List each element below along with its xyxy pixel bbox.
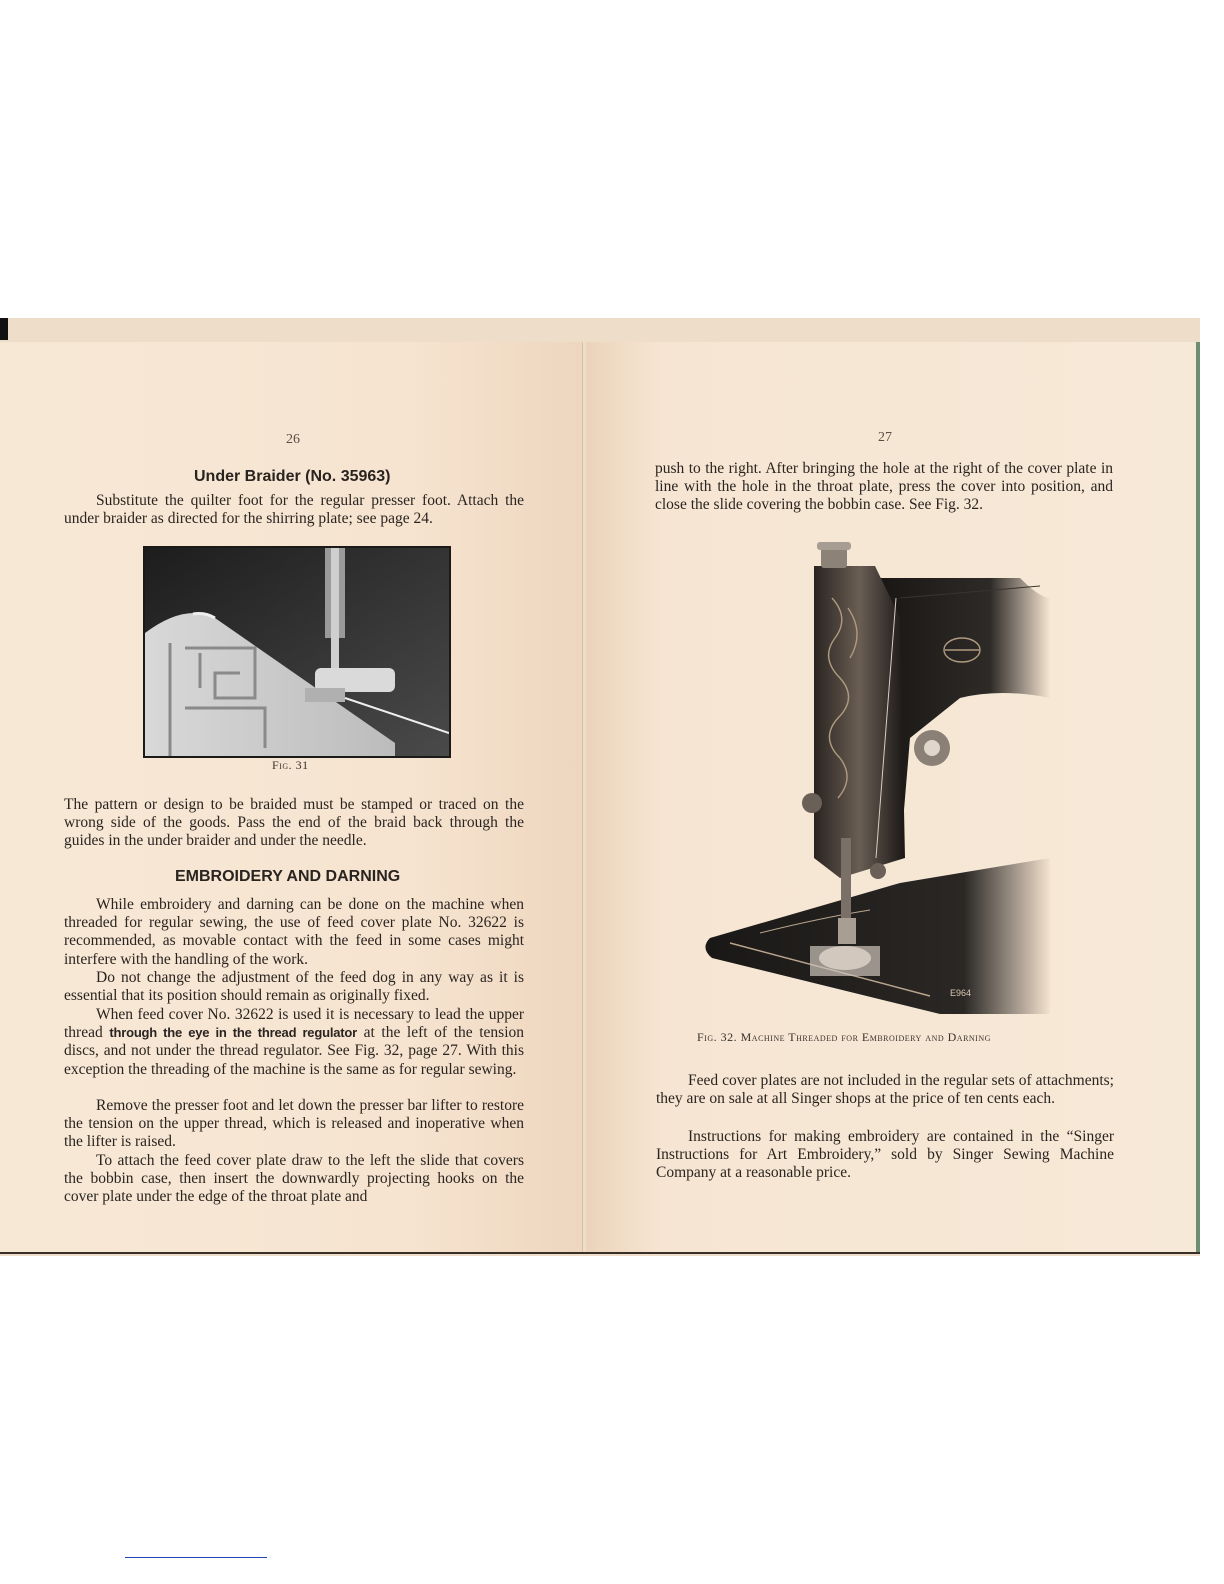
right-page xyxy=(586,342,1198,1252)
emphasis-text: through the eye in the thread regulator xyxy=(109,1025,357,1041)
paragraph: push to the right. After bringing the hole at the right of the cover plate in line with the hole in the throat plate, press the cover into position, and close the slide covering the bobbin case. See Fig. 32. xyxy=(655,460,1113,514)
paragraph: Substitute the quilter foot for the regular presser foot. Attach the under braider as directed for the shirring plate; see page 24. xyxy=(64,492,524,528)
figure-32-caption: Fig. 32. Machine Threaded for Embroidery and Darning xyxy=(697,1030,991,1044)
text-run: at the left of the tension discs, and not under the thread regulator. See Fig. 32, page 27. With this exception the threading of the machine is the same as for regular sewing. xyxy=(64,1024,525,1078)
figure-32-label: E964 xyxy=(950,988,972,998)
book-spread xyxy=(0,318,1200,1256)
binding-edge xyxy=(0,318,8,340)
paragraph: While embroidery and darning can be done on the machine when threaded for regular sewing, the use of feed cover plate No. 32622 is recommended, as movable contact with the feed in some cases might interfere with the handling of the work. xyxy=(64,896,524,968)
paragraph: The pattern or design to be braided must be stamped or traced on the wrong side of the goods. Pass the end of the braid back through the guides in the under braider and under the needle. xyxy=(64,796,524,850)
left-page xyxy=(0,342,583,1252)
paragraph: Instructions for making embroidery are contained in the “Singer Instructions for Art Embroidery,” sold by Singer Sewing Machine Company at a reasonable price. xyxy=(656,1128,1114,1182)
page-number: 27 xyxy=(878,430,892,445)
figure-32-sewing-machine xyxy=(700,538,1050,1014)
page-edge xyxy=(1196,342,1200,1252)
figure-31-caption: Fig. 31 xyxy=(272,758,309,772)
page-number: 26 xyxy=(286,432,300,447)
link-underline xyxy=(125,1557,267,1558)
text-run: When feed cover No. 32622 is used it is necessary to lead the upper thread xyxy=(64,1006,524,1042)
paragraph: Remove the presser foot and let down the presser bar lifter to restore the tension on the upper thread, which is released and inoperative when the lifter is raised. xyxy=(64,1097,524,1151)
paragraph xyxy=(64,1006,524,1079)
paragraph: Do not change the adjustment of the feed dog in any way as it is essential that its position should remain as originally fixed. xyxy=(64,969,524,1005)
under-braider-photo xyxy=(145,548,449,756)
figure-31-photo xyxy=(143,546,451,758)
paragraph: To attach the feed cover plate draw to the left the slide that covers the bobbin case, then insert the downwardly projecting hooks on the cover plate under the edge of the throat plate and xyxy=(64,1152,524,1206)
paragraph: Feed cover plates are not included in the regular sets of attachments; they are on sale at all Singer shops at the price of ten cents each. xyxy=(656,1072,1114,1108)
bottom-edge xyxy=(0,1252,1200,1254)
section-heading-embroidery: EMBROIDERY AND DARNING xyxy=(175,868,401,885)
section-heading-under-braider: Under Braider (No. 35963) xyxy=(194,468,391,485)
